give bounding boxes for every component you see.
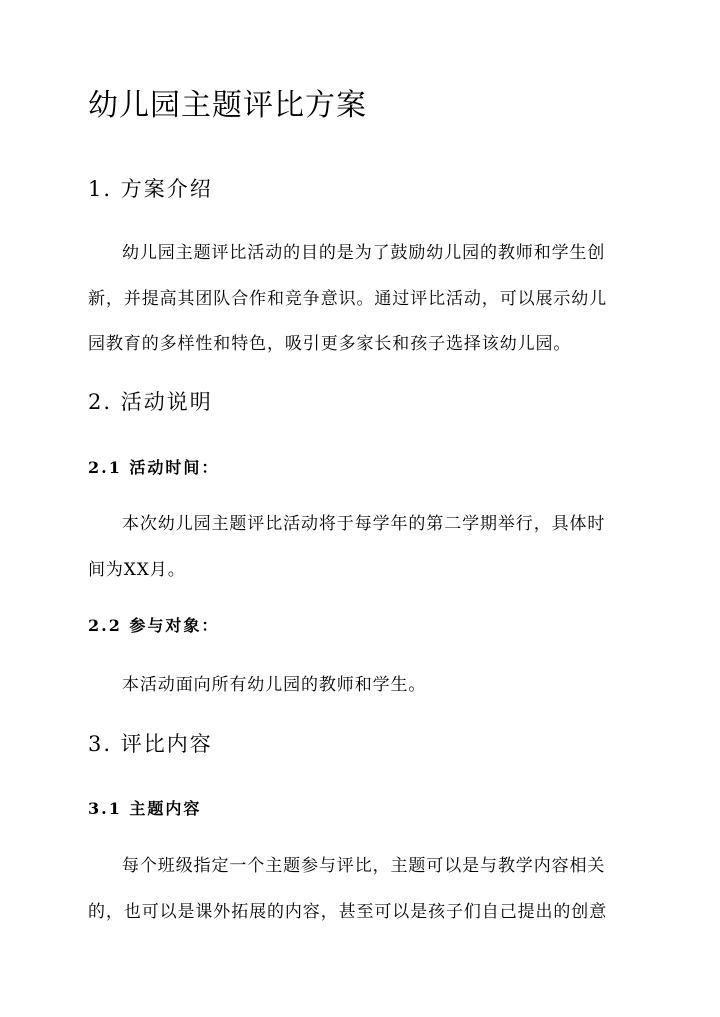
paragraph-line: 园教育的多样性和特色，吸引更多家长和孩子选择该幼儿园。 (88, 334, 572, 354)
paragraph-line: 本次幼儿园主题评比活动将于每学年的第二学期举行，具体时 (122, 514, 606, 534)
paragraph-line: 的，也可以是课外拓展的内容，甚至可以是孩子们自己提出的创意 (88, 902, 608, 922)
section-heading-intro: 1. 方案介绍 (88, 177, 213, 201)
document-title: 幼儿园主题评比方案 (88, 88, 367, 123)
paragraph-line: 间为XX月。 (88, 560, 186, 580)
paragraph-line: 新，并提高其团队合作和竞争意识。通过评比活动，可以展示幼儿 (88, 289, 608, 309)
subsection-heading-participants: 2.2 参与对象： (88, 616, 220, 635)
subsection-heading-time: 2.1 活动时间： (88, 458, 220, 477)
section-heading-content: 3. 评比内容 (88, 732, 213, 756)
section-heading-activity: 2. 活动说明 (88, 390, 213, 414)
paragraph-line: 幼儿园主题评比活动的目的是为了鼓励幼儿园的教师和学生创 (122, 243, 606, 263)
subsection-heading-theme: 3.1 主题内容 (88, 799, 202, 818)
paragraph-line: 本活动面向所有幼儿园的教师和学生。 (122, 675, 427, 695)
paragraph-line: 每个班级指定一个主题参与评比，主题可以是与教学内容相关 (122, 856, 606, 876)
